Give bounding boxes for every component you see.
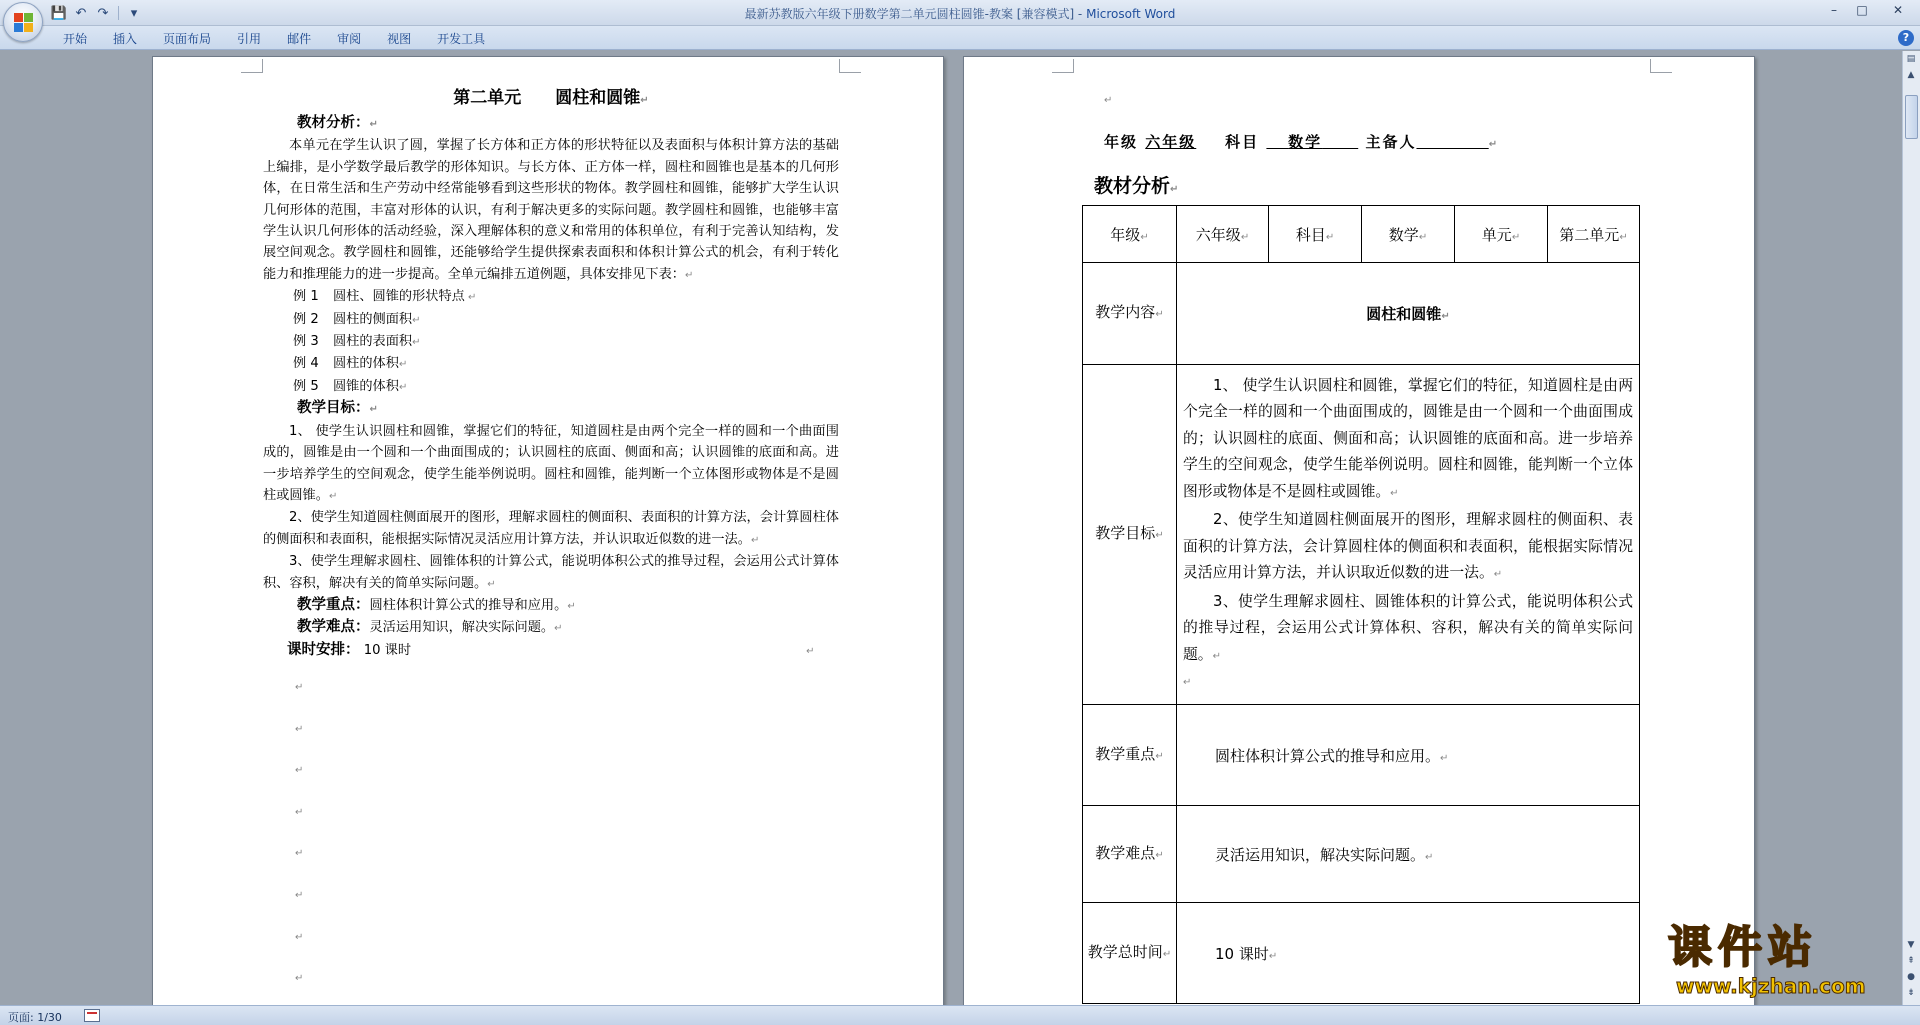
- row-label: 教学内容↵: [1083, 263, 1177, 365]
- cell-text: 圆柱和圆锥: [1366, 305, 1442, 323]
- page2-body: [964, 57, 1754, 1005]
- cell-grade-value: 六年级↵: [1177, 206, 1269, 263]
- example-number: 例 2: [293, 311, 319, 327]
- tab-page-layout[interactable]: 页面布局: [163, 32, 212, 46]
- example-item: 例 1 圆柱、圆锥的形状特点 ↵: [263, 286, 839, 308]
- key-point-label: 教学重点：: [297, 596, 370, 613]
- goal-text: 3、使学生理解求圆柱、圆锥体积的计算公式，能说明体积公式的推导过程，会运用公式计算体积、容积，解决有关的简单实际问题。: [263, 554, 839, 591]
- lead-label: 主备人: [1365, 133, 1417, 151]
- table-row: [1083, 705, 1640, 806]
- schedule-text: 10 课时: [363, 642, 412, 658]
- table-row: [1083, 365, 1640, 705]
- heading-goals-text: 教学目标：: [297, 400, 370, 417]
- example-text: 圆柱的侧面积: [333, 311, 413, 327]
- tab-insert[interactable]: 插入: [113, 32, 138, 46]
- window-controls: [1820, 0, 1920, 20]
- crop-mark: [241, 59, 263, 73]
- key-point-text: 圆柱体积计算公式的推导和应用。: [369, 597, 568, 613]
- row-label: 教学难点↵: [1083, 806, 1177, 903]
- tab-view[interactable]: 视图: [387, 32, 412, 46]
- goal-paragraph: 2、使学生知道圆柱侧面展开的图形，理解求圆柱的侧面积、表面积的计算方法，会计算圆柱体的侧面积和表面积，能根据实际情况灵活应用计算方法，并认识取近似数的进一法。↵: [263, 510, 839, 547]
- app-name: Microsoft Word: [1086, 7, 1176, 21]
- goals-cell: 1、 使学生认识圆柱和圆锥，掌握它们的特征，知道圆柱是由两个完全一样的圆和一个曲面围成的，圆锥是由一个圆和一个曲面围成的；认识圆柱的底面、侧面和高；认识圆锥的底面和高。进一步培养学生的空间观念，使学生能举例说明。圆柱和圆锥，能判断一个立体图形或物体是不是圆柱或圆锥。↵ 2、使学生知道圆柱侧面展开的图形，理解求圆柱的侧面积、表面积的计算方法，会计算圆柱体的侧面积和表面积，能根据实际情况灵活应用计算方法，并认识取近似数的进一法。↵ 3、使学生理解求圆柱、圆锥体积的计算公式，能说明体积公式的推导过程，会运用公式计算体积、容积，解决有关的简单实际问题。↵ ↵: [1177, 365, 1640, 705]
- heading-analysis-text: 教材分析：: [297, 115, 370, 131]
- select-browse-object-icon[interactable]: ●: [1907, 972, 1915, 982]
- cell-text: 10 课时: [1215, 944, 1269, 963]
- page1-body: [263, 83, 839, 662]
- goal-text: 1、 使学生认识圆柱和圆锥，掌握它们的特征，知道圆柱是由两个完全一样的圆和一个曲面围成的，圆锥是由一个圆和一个曲面围成的；认识圆柱的底面、侧面和高；认识圆锥的底面和高。进一步培养学生的空间观念，使学生能举例说明。圆柱和圆锥，能判断一个立体图形或物体是不是圆柱或圆锥。: [1183, 376, 1633, 500]
- example-item: 例 2 圆柱的侧面积↵: [263, 309, 839, 331]
- cell-text: 灵活运用知识，解决实际问题。: [1215, 845, 1426, 864]
- unit-title-number: 第二单元: [453, 88, 522, 108]
- example-number: 例 4: [293, 356, 319, 372]
- redo-icon[interactable]: ↷: [97, 5, 109, 21]
- scroll-thumb[interactable]: [1905, 95, 1918, 139]
- analysis-text: 本单元在学生认识了圆，掌握了长方体和正方体的形状特征以及表面积与体积计算方法的基础上编排，是小学数学最后教学的形体知识。与长方体、正方体一样，圆柱和圆锥也是基本的几何形体，在日常生活和生产劳动中经常能够看到这些形状的物体。教学圆柱和圆锥，能够扩大学生认识几何形体的范围，丰富对形体的认识，有利于解决更多的实际问题。教学圆柱和圆锥，也能够丰富学生认识几何形体的活动经验，深入理解体积的意义和常用的体积单位，有利于完善认知结构，发展空间观念。教学圆柱和圆锥，还能够给学生提供探索表面积和体积计算公式的机会，有利于转化能力和推理能力的进一步提高。全单元编排五道例题，具体安排见下表：: [263, 138, 839, 282]
- key-cell: 圆柱体积计算公式的推导和应用。↵: [1177, 705, 1640, 806]
- cell-unit-label: 单元↵: [1455, 206, 1548, 263]
- analysis-heading: 教材分析↵: [1094, 175, 1179, 197]
- example-item: 例 5 圆锥的体积↵: [263, 376, 839, 398]
- previous-page-icon[interactable]: ⇞: [1907, 956, 1915, 966]
- next-page-icon[interactable]: ⇟: [1907, 988, 1915, 998]
- goal-text: 1、 使学生认识圆柱和圆锥，掌握它们的特征，知道圆柱是由两个完全一样的圆和一个曲面围成的，圆锥是由一个圆和一个曲面围成的；认识圆柱的底面、侧面和高；认识圆锥的底面和高。进一步培养学生的空间观念，使学生能举例说明。圆柱和圆锥，能判断一个立体图形或物体是不是圆柱或圆锥。: [263, 423, 839, 503]
- row-label: 教学目标↵: [1083, 365, 1177, 705]
- subject-value: [1266, 133, 1358, 151]
- row-label: 教学重点↵: [1083, 705, 1177, 806]
- proofing-icon[interactable]: [84, 1009, 100, 1022]
- cell-text: 教学目标: [1095, 524, 1156, 542]
- subject-value-text: 数学: [1288, 133, 1323, 151]
- table-row: [1083, 806, 1640, 903]
- goal-paragraph: 2、使学生知道圆柱侧面展开的图形，理解求圆柱的侧面积、表面积的计算方法，会计算圆柱体的侧面积和表面积，能根据实际情况灵活应用计算方法，并认识取近似数的进一法。↵: [1183, 511, 1633, 581]
- ruler-toggle-icon[interactable]: ▤: [1906, 54, 1916, 64]
- unit-title-name: 圆柱和圆锥: [555, 88, 641, 108]
- goal-text: 2、使学生知道圆柱侧面展开的图形，理解求圆柱的侧面积、表面积的计算方法，会计算圆柱体的侧面积和表面积，能根据实际情况灵活应用计算方法，并认识取近似数的进一法。: [1183, 511, 1633, 581]
- empty-paragraph-marks: ↵ ↵ ↵ ↵ ↵ ↵ ↵ ↵: [295, 682, 304, 985]
- example-number: 例 5: [293, 378, 319, 394]
- example-number: 例 1: [293, 289, 319, 305]
- crop-mark: [839, 59, 861, 73]
- scroll-up-icon[interactable]: ▲: [1907, 70, 1915, 80]
- window-title: [0, 5, 1920, 22]
- cell-subject-value: 数学↵: [1362, 206, 1455, 263]
- document-area[interactable]: [0, 51, 1902, 1005]
- grade-label: 年级: [1104, 133, 1139, 151]
- help-icon[interactable]: ?: [1898, 30, 1914, 46]
- cell-text: 教学内容: [1095, 303, 1156, 321]
- undo-icon[interactable]: ↶: [75, 5, 87, 21]
- document-page-2[interactable]: [963, 56, 1755, 1005]
- heading-analysis: 教材分析：↵: [297, 115, 378, 131]
- goal-paragraph: 3、使学生理解求圆柱、圆锥体积的计算公式，能说明体积公式的推导过程，会运用公式计算体积、容积，解决有关的简单实际问题。↵: [263, 554, 839, 591]
- watermark-title: 课件站: [1668, 922, 1818, 973]
- row-label: 教学总时间↵: [1083, 903, 1177, 1004]
- content-cell: 圆柱和圆锥↵: [1177, 263, 1640, 365]
- office-button[interactable]: [3, 2, 43, 42]
- key-point-line: 教学重点：圆柱体积计算公式的推导和应用。↵: [297, 596, 576, 613]
- save-icon[interactable]: 💾: [50, 5, 68, 21]
- lead-value: [1416, 133, 1488, 151]
- cell-text: 科目: [1295, 225, 1326, 244]
- goal-paragraph: 1、 使学生认识圆柱和圆锥，掌握它们的特征，知道圆柱是由两个完全一样的圆和一个曲面围成的，圆锥是由一个圆和一个曲面围成的；认识圆柱的底面、侧面和高；认识圆锥的底面和高。进一步培养学生的空间观念，使学生能举例说明。圆柱和圆锥，能判断一个立体图形或物体是不是圆柱或圆锥。↵: [263, 423, 839, 503]
- example-number: 例 3: [293, 334, 319, 350]
- cell-text: 教学重点: [1095, 744, 1156, 763]
- close-button[interactable]: ✕: [1892, 3, 1904, 17]
- paragraph-mark: ↵: [1104, 95, 1113, 106]
- example-text: 圆锥的体积: [333, 378, 399, 394]
- schedule-label: 课时安排：: [287, 641, 360, 658]
- ribbon-tabs: [50, 30, 498, 48]
- table-header-row: [1083, 206, 1640, 263]
- watermark-logo: [1668, 922, 1898, 1010]
- cell-text: 数学: [1388, 225, 1419, 244]
- goal-text: 3、使学生理解求圆柱、圆锥体积的计算公式，能说明体积公式的推导过程，会运用公式计算体积、容积，解决有关的简单实际问题。: [1183, 592, 1633, 663]
- scroll-down-icon[interactable]: ▼: [1907, 940, 1915, 950]
- cell-text: 年级: [1110, 225, 1141, 244]
- lesson-meta: 年级 六年级 科目 数学 主备人 ↵: [1104, 133, 1500, 151]
- tab-review[interactable]: 审阅: [337, 32, 362, 46]
- cell-text: 教学难点: [1095, 843, 1156, 862]
- vertical-scrollbar[interactable]: [1902, 51, 1920, 1005]
- difficulty-cell: 灵活运用知识，解决实际问题。↵: [1177, 806, 1640, 903]
- ribbon-tab-bar: [0, 26, 1920, 50]
- cell-unit-value: 第二单元↵: [1548, 206, 1640, 263]
- analysis-paragraph: 本单元在学生认识了圆，掌握了长方体和正方体的形状特征以及表面积与体积计算方法的基础上编排，是小学数学最后教学的形体知识。与长方体、正方体一样，圆柱和圆锥也是基本的几何形体，在日常生活和生产劳动中经常能够看到这些形状的物体。教学圆柱和圆锥，能够扩大学生认识几何形体的范围，丰富对形体的认识，有利于解决更多的实际问题。教学圆柱和圆锥，也能够丰富学生认识几何形体的活动经验，深入理解体积的意义和常用的体积单位，有利于完善认知结构，发展空间观念。教学圆柱和圆锥，还能够给学生提供探索表面积和体积计算公式的机会，有利于转化能力和推理能力的进一步提高。全单元编排五道例题，具体安排见下表：↵: [263, 138, 839, 282]
- goal-text: 2、使学生知道圆柱侧面展开的图形，理解求圆柱的侧面积、表面积的计算方法，会计算圆柱体的侧面积和表面积，能根据实际情况灵活应用计算方法，并认识取近似数的进一法。: [263, 510, 839, 547]
- document-title: 最新苏教版六年级下册数学第二单元圆柱圆锥-教案 [兼容模式] -: [744, 7, 1087, 21]
- difficulty-label: 教学难点：: [297, 619, 370, 636]
- table-row: [1083, 903, 1640, 1004]
- customize-qat-icon[interactable]: ▾: [130, 5, 138, 21]
- cell-text: 第二单元: [1559, 225, 1620, 244]
- lesson-table: [1082, 205, 1640, 1004]
- table-row: [1083, 263, 1640, 365]
- title-bar: [0, 0, 1920, 26]
- minimize-button[interactable]: –: [1831, 3, 1837, 17]
- difficulty-line: 教学难点：灵活运用知识，解决实际问题。↵: [297, 619, 563, 636]
- example-item: 例 3 圆柱的表面积↵: [263, 331, 839, 353]
- unit-title: 第二单元 圆柱和圆锥↵: [453, 88, 649, 108]
- cell-subject-label: 科目↵: [1269, 206, 1362, 263]
- cell-text: 六年级: [1195, 225, 1241, 244]
- cell-text: 圆柱体积计算公式的推导和应用。: [1215, 746, 1441, 765]
- example-text: 圆柱的体积: [333, 356, 399, 372]
- goal-paragraph: 3、使学生理解求圆柱、圆锥体积的计算公式，能说明体积公式的推导过程，会运用公式计算体积、容积，解决有关的简单实际问题。↵: [1183, 592, 1633, 663]
- watermark-url: www.kjzhan.com: [1676, 974, 1866, 998]
- difficulty-text: 灵活运用知识，解决实际问题。: [369, 620, 555, 636]
- maximize-button[interactable]: □: [1856, 3, 1868, 17]
- office-logo-icon: [14, 13, 34, 33]
- analysis-heading-text: 教材分析: [1094, 175, 1171, 197]
- example-text: 圆柱的表面积: [333, 334, 413, 350]
- cell-text: 单元: [1481, 225, 1512, 244]
- schedule-line: 课时安排： 10 课时 ↵: [287, 641, 815, 658]
- document-page-1[interactable]: [152, 56, 944, 1005]
- grade-value: 六年级: [1145, 133, 1197, 151]
- tab-mailings[interactable]: 邮件: [287, 32, 312, 46]
- subject-label: 科目: [1225, 133, 1260, 151]
- example-text: 圆柱、圆锥的形状特点: [333, 289, 465, 305]
- tab-developer[interactable]: 开发工具: [437, 32, 486, 46]
- tab-home[interactable]: 开始: [63, 32, 88, 46]
- example-item: 例 4 圆柱的体积↵: [263, 353, 839, 375]
- time-cell: 10 课时↵: [1177, 903, 1640, 1004]
- heading-goals: 教学目标：↵: [297, 400, 378, 417]
- tab-references[interactable]: 引用: [237, 32, 262, 46]
- status-bar: [0, 1005, 1920, 1025]
- scroll-bottom-controls: [1903, 937, 1919, 1001]
- page-count[interactable]: 页面: 1/30: [8, 1011, 62, 1024]
- goal-paragraph: 1、 使学生认识圆柱和圆锥，掌握它们的特征，知道圆柱是由两个完全一样的圆和一个曲面围成的，圆锥是由一个圆和一个曲面围成的；认识圆柱的底面、侧面和高；认识圆锥的底面和高。进一步培养学生的空间观念，使学生能举例说明。圆柱和圆锥，能判断一个立体图形或物体是不是圆柱或圆锥。↵: [1183, 376, 1633, 500]
- cell-text: 教学总时间: [1087, 942, 1163, 961]
- cell-grade-label: 年级↵: [1083, 206, 1177, 263]
